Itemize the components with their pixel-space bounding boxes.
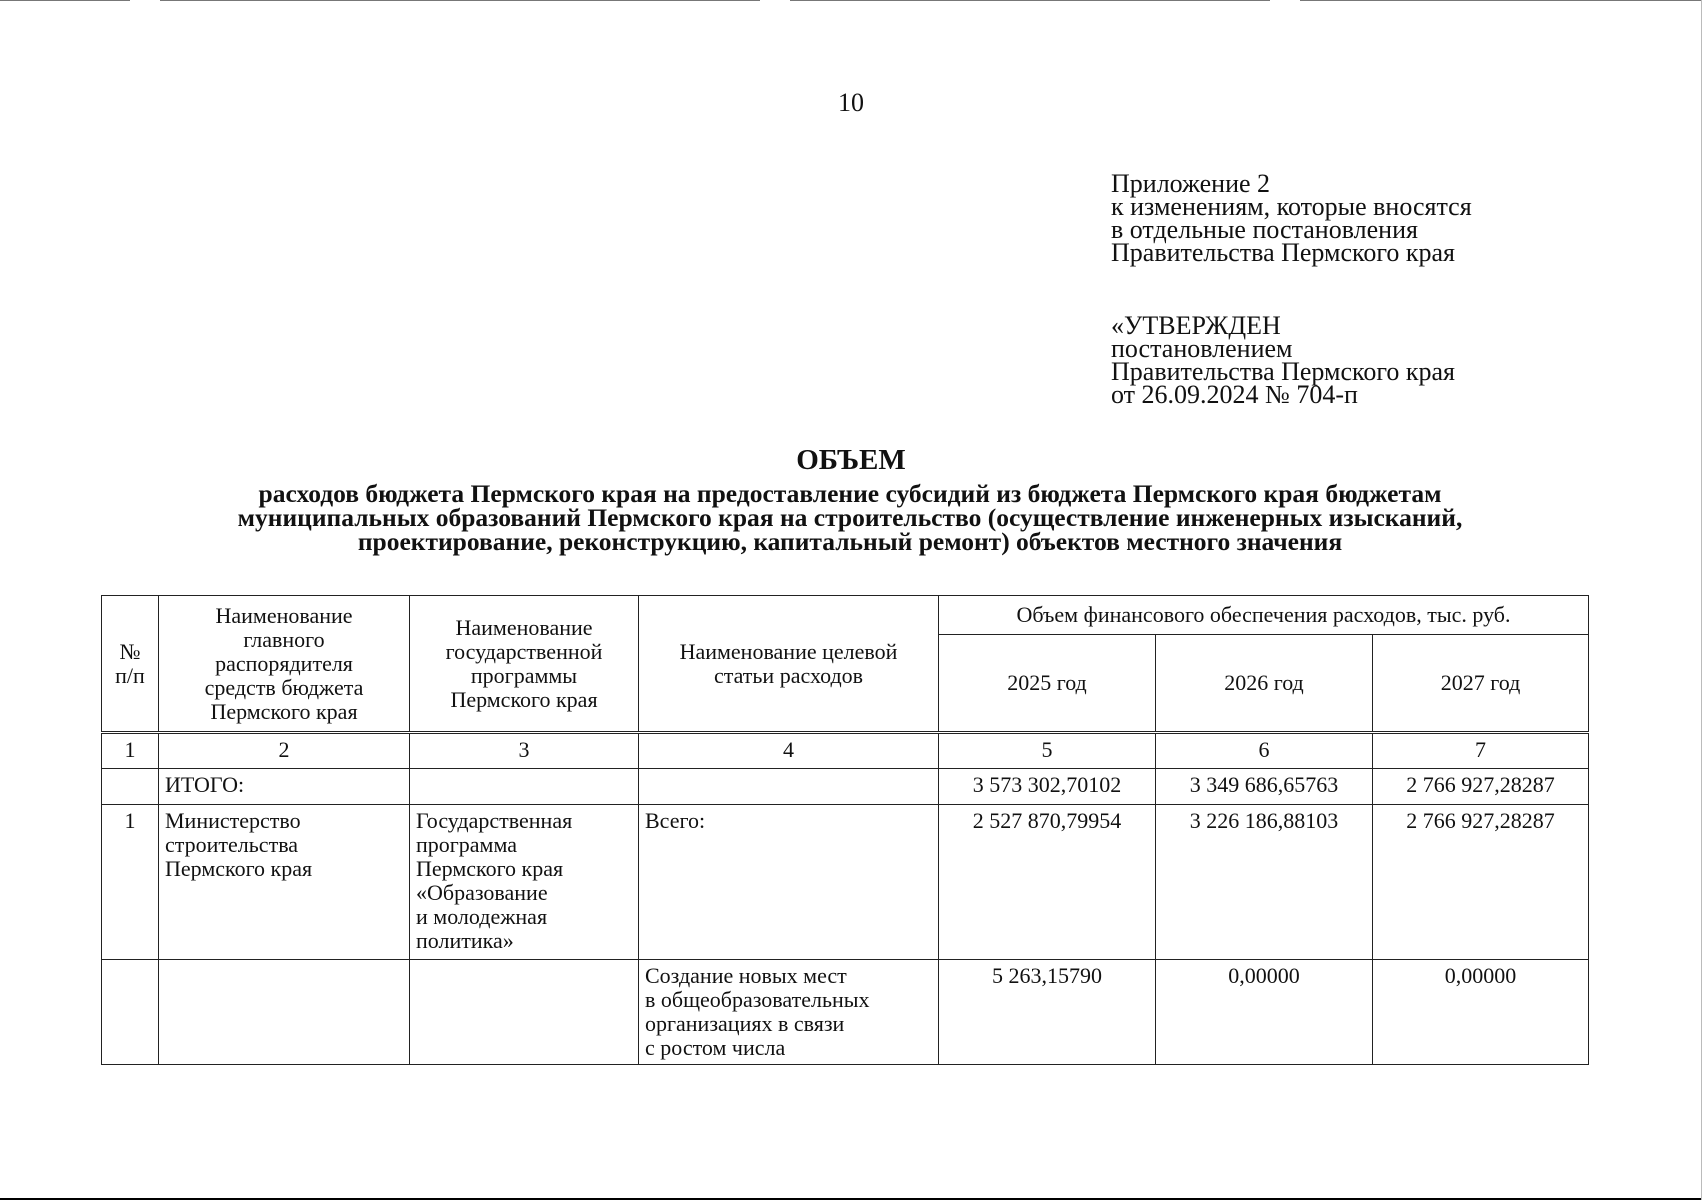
row-value-2027: 0,00000 — [1373, 960, 1589, 1065]
row-value-2026: 3 226 186,88103 — [1156, 805, 1373, 960]
row-program: Государственная программа Пермского края «Образование и молодежная политика» — [410, 805, 639, 960]
approval-line: Правительства Пермского края — [1111, 357, 1455, 386]
row-value-2025: 5 263,15790 — [939, 960, 1156, 1065]
total-2025: 3 573 302,70102 — [939, 769, 1156, 805]
row-value-2026: 0,00000 — [1156, 960, 1373, 1065]
total-label: ИТОГО: — [159, 769, 410, 805]
total-row — [102, 769, 1589, 805]
appendix-line: Правительства Пермского края — [1111, 238, 1455, 267]
approval-line: «УТВЕРЖДЕН — [1111, 311, 1281, 340]
approval-line: постановлением — [1111, 334, 1293, 363]
header-volume: Объем финансового обеспечения расходов, тыс. руб. — [939, 596, 1589, 635]
column-number: 2 — [159, 733, 410, 769]
header-year-2025: 2025 год — [939, 635, 1156, 733]
total-program-cell — [410, 769, 639, 805]
appendix-line: в отдельные постановления — [1111, 215, 1418, 244]
page-number: 10 — [838, 88, 864, 117]
row-value-2027: 2 766 927,28287 — [1373, 805, 1589, 960]
column-number: 5 — [939, 733, 1156, 769]
header-distributor: Наименование главного распорядителя средств бюджета Пермского края — [159, 596, 410, 733]
total-num-cell — [102, 769, 159, 805]
document-subtitle — [100, 479, 1600, 556]
row-distributor: Министерство строительства Пермского края — [159, 805, 410, 960]
table-row — [102, 960, 1589, 1065]
column-number: 3 — [410, 733, 639, 769]
total-2027: 2 766 927,28287 — [1373, 769, 1589, 805]
row-value-2025: 2 527 870,79954 — [939, 805, 1156, 960]
row-program — [410, 960, 639, 1065]
row-num: 1 — [102, 805, 159, 960]
scan-edge-top — [0, 0, 1702, 2]
row-num — [102, 960, 159, 1065]
column-number: 4 — [639, 733, 939, 769]
subtitle-line: расходов бюджета Пермского края на предоставление субсидий из бюджета Пермского края бюджетам — [258, 479, 1442, 508]
appendix-line: к изменениям, которые вносятся — [1111, 192, 1472, 221]
total-2026: 3 349 686,65763 — [1156, 769, 1373, 805]
approval-block — [1111, 311, 1455, 409]
row-distributor — [159, 960, 410, 1065]
appendix-block — [1111, 169, 1472, 267]
column-number: 6 — [1156, 733, 1373, 769]
appendix-line: Приложение 2 — [1111, 169, 1271, 198]
header-year-2026: 2026 год — [1156, 635, 1373, 733]
subtitle-line: проектирование, реконструкцию, капитальный ремонт) объектов местного значения — [357, 527, 1343, 556]
row-article: Создание новых мест в общеобразовательных организациях в связи с ростом числа — [639, 960, 939, 1065]
header-num: № п/п — [102, 596, 159, 733]
table-row — [102, 805, 1589, 960]
document-title: ОБЪЕМ — [796, 444, 906, 476]
column-number-row — [102, 733, 1589, 769]
approval-line: от 26.09.2024 № 704-п — [1111, 380, 1358, 409]
header-program: Наименование государственной программы Пермского края — [410, 596, 639, 733]
column-number: 1 — [102, 733, 159, 769]
budget-table — [101, 595, 1589, 1065]
row-article: Всего: — [639, 805, 939, 960]
total-article-cell — [639, 769, 939, 805]
subtitle-line: муниципальных образований Пермского края на строительство (осуществление инженерных изысканий, — [237, 503, 1463, 532]
header-year-2027: 2027 год — [1373, 635, 1589, 733]
table-header-row — [102, 596, 1589, 635]
header-article: Наименование целевой статьи расходов — [639, 596, 939, 733]
column-number: 7 — [1373, 733, 1589, 769]
